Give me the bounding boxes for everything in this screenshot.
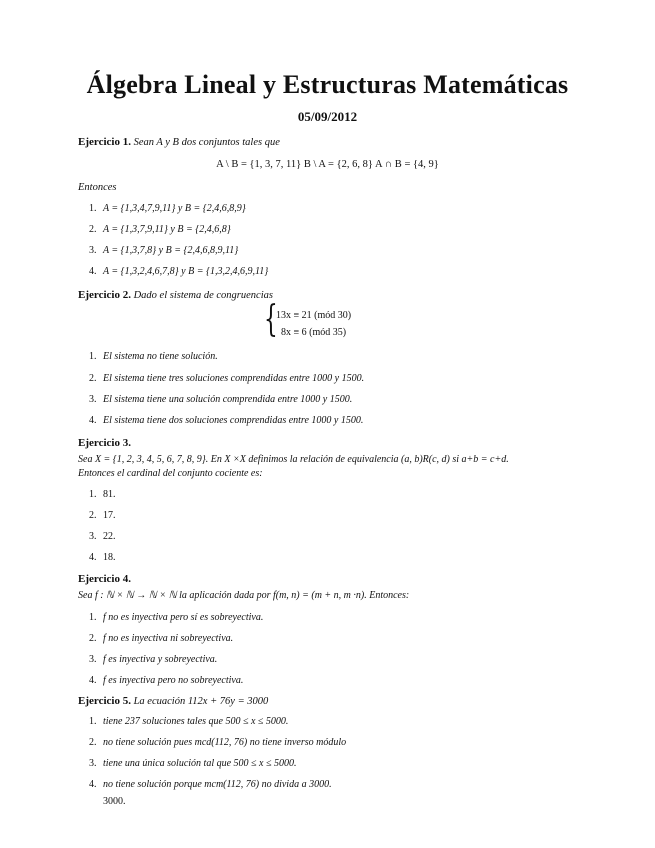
exercise-2-heading: Ejercicio 2. xyxy=(78,289,131,301)
exercise-4-option-3: 3. f es inyectiva y sobreyectiva. xyxy=(89,654,218,665)
exercise-4-heading-line xyxy=(78,573,131,587)
exercise-5-option-2: 2. no tiene solución pues mcd(112, 76) no tiene inverso módulo xyxy=(89,737,347,748)
exercise-4-statement: Sea f : ℕ × ℕ → ℕ × ℕ la aplicación dada por f(m, n) = (m + n, m ·n). Entonces: xyxy=(78,590,410,601)
exercise-3-option-1: 1. 81. xyxy=(89,489,116,500)
exercise-3-heading: Ejercicio 3. xyxy=(78,437,131,449)
exercise-5-heading: Ejercicio 5. xyxy=(78,695,131,707)
exercise-2-option-2: 2. El sistema tiene tres soluciones comprendidas entre 1000 y 1500. xyxy=(89,373,365,384)
exercise-5-option-1: 1. tiene 237 soluciones tales que 500 ≤ x ≤ 5000. xyxy=(89,716,289,727)
exercise-4-heading: Ejercicio 4. xyxy=(78,573,131,585)
exercise-3-statement-2: Entonces el cardinal del conjunto cociente es: xyxy=(78,468,263,479)
exercise-1-sets: A \ B = {1, 3, 7, 11} B \ A = {2, 6, 8} A ∩ B = {4, 9} xyxy=(216,159,439,170)
page-title: Álgebra Lineal y Estructuras Matemáticas xyxy=(86,70,569,99)
exercise-2-statement: Ejercicio 2. Dado el sistema de congruencias xyxy=(78,289,273,301)
exercise-3-option-3: 3. 22. xyxy=(89,531,116,542)
exercise-2-option-3: 3. El sistema tiene una solución comprendida entre 1000 y 1500. xyxy=(89,394,353,405)
exercise-1-option-2: 2. A = {1,3,7,9,11} y B = {2,4,6,8} xyxy=(89,224,231,235)
exercise-2-option-4: 4. El sistema tiene dos soluciones comprendidas entre 1000 y 1500. xyxy=(89,415,364,426)
congruence-1: 13x ≡ 21 (mód 30) xyxy=(276,310,352,321)
exercise-4-option-4: 4. f es inyectiva pero no sobreyectiva. xyxy=(89,675,244,686)
exercise-5-option-4: 4. no tiene solución porque mcm(112, 76) no divida a 3000. xyxy=(89,779,332,790)
exercise-3-option-2: 2. 17. xyxy=(89,510,116,521)
brace-symbol: { xyxy=(264,299,278,340)
congruence-2: 8x ≡ 6 (mód 35) xyxy=(281,327,347,338)
exercise-1-option-3: 3. A = {1,3,7,8} y B = {2,4,6,8,9,11} xyxy=(89,245,239,256)
exam-date: 05/09/2012 xyxy=(297,109,358,124)
exercise-1-heading: Ejercicio 1. xyxy=(78,136,131,148)
exercise-5-statement: Ejercicio 5. La ecuación 112x + 76y = 3000 xyxy=(78,695,269,707)
exercise-3-heading-line xyxy=(78,437,131,451)
exercise-3-option-4: 4. 18. xyxy=(89,552,116,563)
exercise-5-option-3: 3. tiene una única solución tal que 500 ≤ x ≤ 5000. xyxy=(89,758,297,769)
exercise-1-then: Entonces xyxy=(78,182,117,193)
exercise-1-statement: Ejercicio 1. Sean A y B dos conjuntos tales que xyxy=(78,136,280,148)
exercise-4-option-1: 1. f no es inyectiva pero sí es sobreyectiva. xyxy=(89,612,264,623)
exercise-3-statement-1: Sea X = {1, 2, 3, 4, 5, 6, 7, 8, 9}. En X ×X definimos la relación de equivalencia (a, b)R(c, d) si a+b = c+d. xyxy=(78,454,509,465)
exercise-5-continuation: 3000. xyxy=(103,796,126,807)
exercise-4-option-2: 2. f no es inyectiva ni sobreyectiva. xyxy=(89,633,234,644)
congruence-system xyxy=(264,299,404,342)
exercise-2-option-1: 1. El sistema no tiene solución. xyxy=(89,351,218,362)
exercise-1-option-4: 4. A = {1,3,2,4,6,7,8} y B = {1,3,2,4,6,9,11} xyxy=(89,266,269,277)
exercise-1-option-1: 1. A = {1,3,4,7,9,11} y B = {2,4,6,8,9} xyxy=(89,203,246,214)
